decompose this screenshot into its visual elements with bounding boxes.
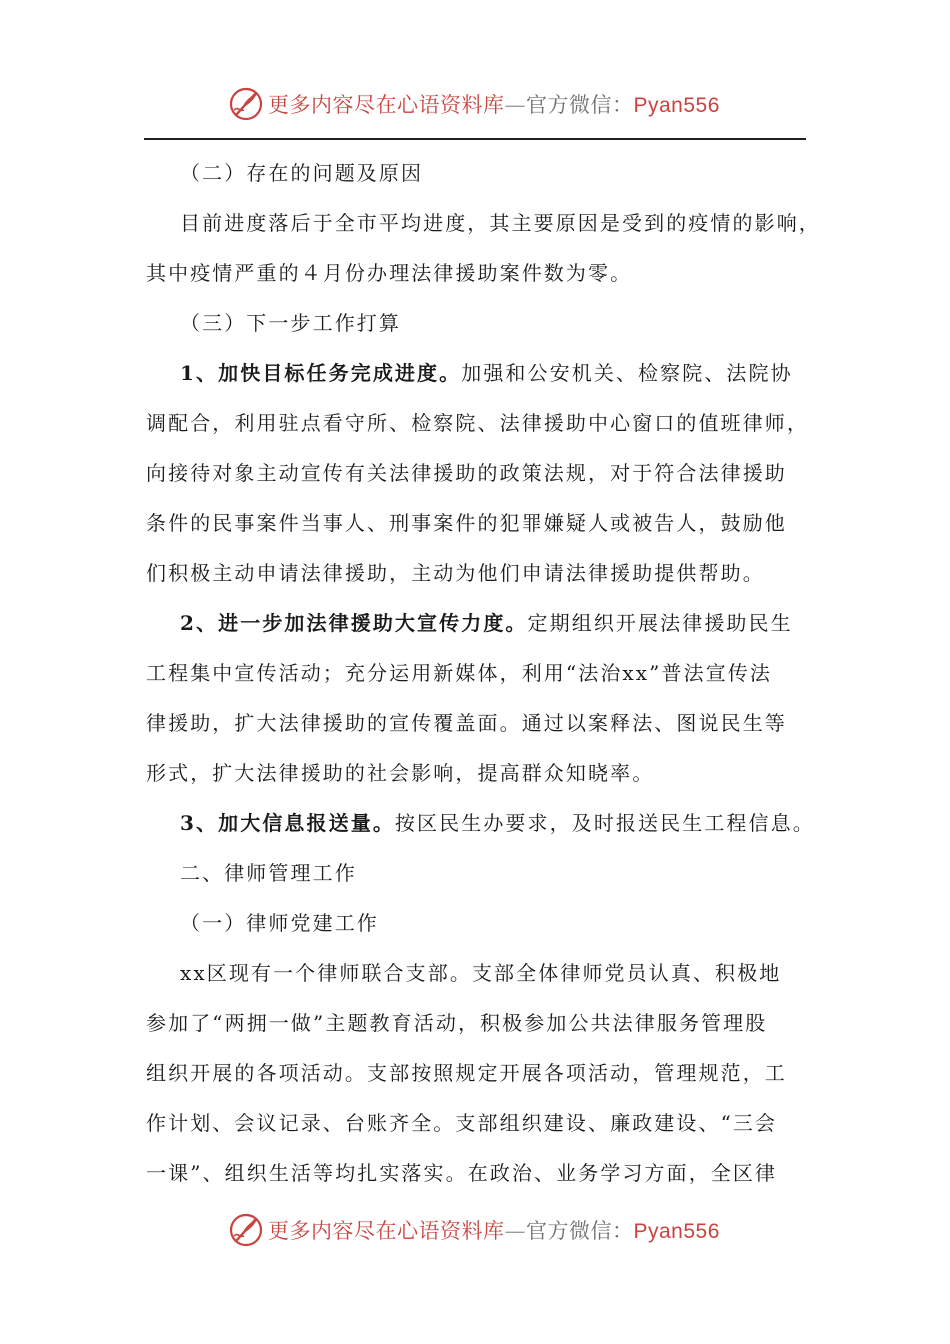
watermark-wechat-label: 官方微信： <box>526 1219 634 1243</box>
paragraph-line: xx区现有一个律师联合支部。支部全体律师党员认真、积极地 <box>180 961 782 985</box>
section-heading: （二）存在的问题及原因 <box>180 161 424 185</box>
paragraph-line: 参加了“两拥一做”主题教育活动，积极参加公共法律服务管理股 <box>146 1011 768 1035</box>
paragraph-line <box>146 798 815 848</box>
paragraph-line <box>146 348 810 398</box>
watermark-wechat-label: 官方微信： <box>526 93 634 117</box>
section-heading: （一）律师党建工作 <box>180 911 379 935</box>
paragraph-line: 向接待对象主动宣传有关法律援助的政策法规，对于符合法律援助 <box>146 461 787 485</box>
section-heading: （三）下一步工作打算 <box>180 311 401 335</box>
paragraph-line: 条件的民事案件当事人、刑事案件的犯罪嫌疑人或被告人，鼓励他 <box>146 511 787 535</box>
watermark-dash: — <box>504 93 526 117</box>
watermark-dash: — <box>504 1219 526 1243</box>
paragraph-line: 形式，扩大法律援助的社会影响，提高群众知晓率。 <box>146 761 655 785</box>
paragraph-text: 按区民生办要求，及时报送民生工程信息。 <box>394 811 815 835</box>
header-divider <box>144 138 806 140</box>
watermark-wechat-id: Pyan556 <box>633 1220 720 1243</box>
section-heading: 二、律师管理工作 <box>180 861 357 885</box>
paragraph-text: 加强和公安机关、检察院、法院协 <box>461 361 793 385</box>
paragraph-line: 目前进度落后于全市平均进度，其主要原因是受到的疫情的影响， <box>180 211 821 235</box>
bold-item-heading: 3、加大信息报送量。 <box>180 811 395 835</box>
paragraph-line: 们积极主动申请法律援助，主动为他们申请法律援助提供帮助。 <box>146 561 765 585</box>
watermark-brand: 更多内容尽在心语资料库 <box>268 1219 505 1243</box>
paragraph-line: 一课”、组织生活等均扎实落实。在政治、业务学习方面，全区律 <box>146 1161 778 1185</box>
paragraph-line: 其中疫情严重的４月份办理法律援助案件数为零。 <box>146 261 633 285</box>
paragraph-line <box>146 598 810 648</box>
header-watermark <box>228 82 720 126</box>
paragraph-line: 工程集中宣传活动；充分运用新媒体，利用“法治xx”普法宣传法 <box>146 661 773 685</box>
paragraph-line: 作计划、会议记录、台账齐全。支部组织建设、廉政建设、“三会 <box>146 1111 778 1135</box>
paragraph-text: 定期组织开展法律援助民生 <box>527 611 793 635</box>
paragraph-line: 组织开展的各项活动。支部按照规定开展各项活动，管理规范，工 <box>146 1061 787 1085</box>
quill-logo-icon <box>228 86 264 122</box>
bold-item-heading: 1、加快目标任务完成进度。 <box>180 361 462 385</box>
bold-item-heading: 2、进一步加法律援助大宣传力度。 <box>180 611 528 635</box>
document-body <box>146 148 821 1198</box>
footer-watermark <box>228 1208 720 1252</box>
watermark-brand: 更多内容尽在心语资料库 <box>268 93 505 117</box>
paragraph-line: 律援助，扩大法律援助的宣传覆盖面。通过以案释法、图说民生等 <box>146 711 787 735</box>
watermark-wechat-id: Pyan556 <box>633 94 720 117</box>
paragraph-line: 调配合，利用驻点看守所、检察院、法律援助中心窗口的值班律师， <box>146 411 809 435</box>
quill-logo-icon <box>228 1212 264 1248</box>
